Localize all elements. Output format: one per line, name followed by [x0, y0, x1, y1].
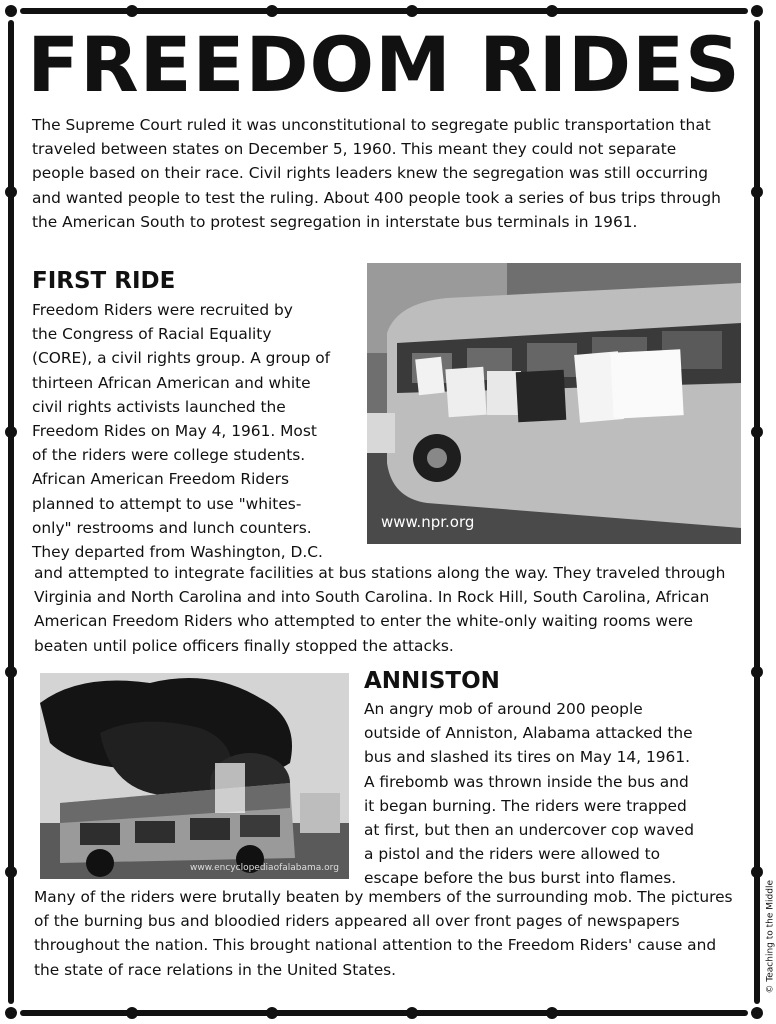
text-line: A firebomb was thrown inside the bus and [364, 772, 689, 791]
border-corner [751, 1007, 763, 1019]
text-line: Freedom Riders were recruited by [32, 301, 293, 319]
text-line: An angry mob of around 200 people [364, 700, 643, 718]
text-line: African American Freedom Riders [32, 470, 289, 489]
border-knot [126, 1007, 138, 1019]
border-knot [546, 5, 558, 17]
border-knot [751, 866, 763, 878]
border-knot [751, 426, 763, 438]
text-line: a pistol and the riders were allowed to [364, 845, 661, 864]
border-knot [5, 666, 17, 678]
anniston-heading: ANNISTON [364, 668, 500, 694]
text-line: (CORE), a civil rights group. A group of [32, 349, 331, 368]
border-knot [5, 426, 17, 438]
text-line: of the riders were college students. [32, 446, 306, 465]
border-knot [406, 5, 418, 17]
text-line: Freedom Rides on May 4, 1961. Most [32, 422, 317, 441]
text-line: it began burning. The riders were trapped [364, 796, 687, 815]
intro-paragraph: The Supreme Court ruled it was unconstitutional to segregate public transportation that traveled between states on December 5, 1960. This meant they could not separate people based on their race. Civil rights leaders knew the segregation was still occurring and wanted people to test the ruling. About 400 people took a series of bus trips through the American South to protest segregation in interstate bus terminals in 1961. [32, 116, 721, 231]
border-knot [266, 5, 278, 17]
text-line: only" restrooms and lunch counters. [32, 518, 312, 537]
border-corner [5, 5, 17, 17]
page-title: FREEDOM RIDES [27, 20, 741, 109]
freedom-riders-bus-photo [367, 263, 741, 544]
text-line: outside of Anniston, Alabama attacked the [364, 724, 693, 743]
border-knot [406, 1007, 418, 1019]
first-ride-heading: FIRST RIDE [32, 268, 176, 294]
text-line: civil rights activists launched the [32, 397, 286, 416]
border-knot [5, 186, 17, 198]
border-knot [126, 5, 138, 17]
border-knot [266, 1007, 278, 1019]
text-line: thirteen African American and white [32, 373, 311, 392]
photo-credit-encyclopedia: www.encyclopediaofalabama.org [190, 863, 339, 873]
text-line: bus and slashed its tires on May 14, 1961. [364, 748, 691, 767]
border-knot [5, 866, 17, 878]
photo-credit-npr: www.npr.org [381, 513, 475, 531]
first-ride-text [32, 298, 362, 564]
border-left [8, 20, 14, 1004]
border-knot [751, 186, 763, 198]
anniston-continuation: Many of the riders were brutally beaten by members of the surrounding mob. The pictures of the burning bus and bloodied riders appeared all over front pages of newspapers throughout the nation. This brought national attention to the Freedom Riders' cause and the state of race relations in the United States. [34, 888, 733, 979]
copyright-credit: © Teaching to the Middle [766, 880, 776, 994]
border-knot [546, 1007, 558, 1019]
border-corner [751, 5, 763, 17]
border-corner [5, 1007, 17, 1019]
text-line: the Congress of Racial Equality [32, 325, 272, 344]
text-line: They departed from Washington, D.C. [32, 543, 323, 562]
border-right [754, 20, 760, 1004]
bus-photo-illustration [367, 263, 741, 544]
border-knot [751, 666, 763, 678]
first-ride-continuation: and attempted to integrate facilities at bus stations along the way. They traveled through Virginia and North Carolina and into South Carolina. In Rock Hill, South Carolina, African American Freedom Riders who attempted to enter the white-only waiting rooms were beaten until police officers finally stopped the attacks. [34, 564, 726, 655]
text-line: at first, but then an undercover cop waved [364, 821, 694, 840]
anniston-text [364, 697, 744, 891]
burning-bus-illustration [40, 673, 349, 879]
text-line: planned to attempt to use "whites- [32, 494, 302, 513]
burning-bus-photo [40, 673, 349, 879]
text-line: escape before the bus burst into flames. [364, 869, 677, 888]
